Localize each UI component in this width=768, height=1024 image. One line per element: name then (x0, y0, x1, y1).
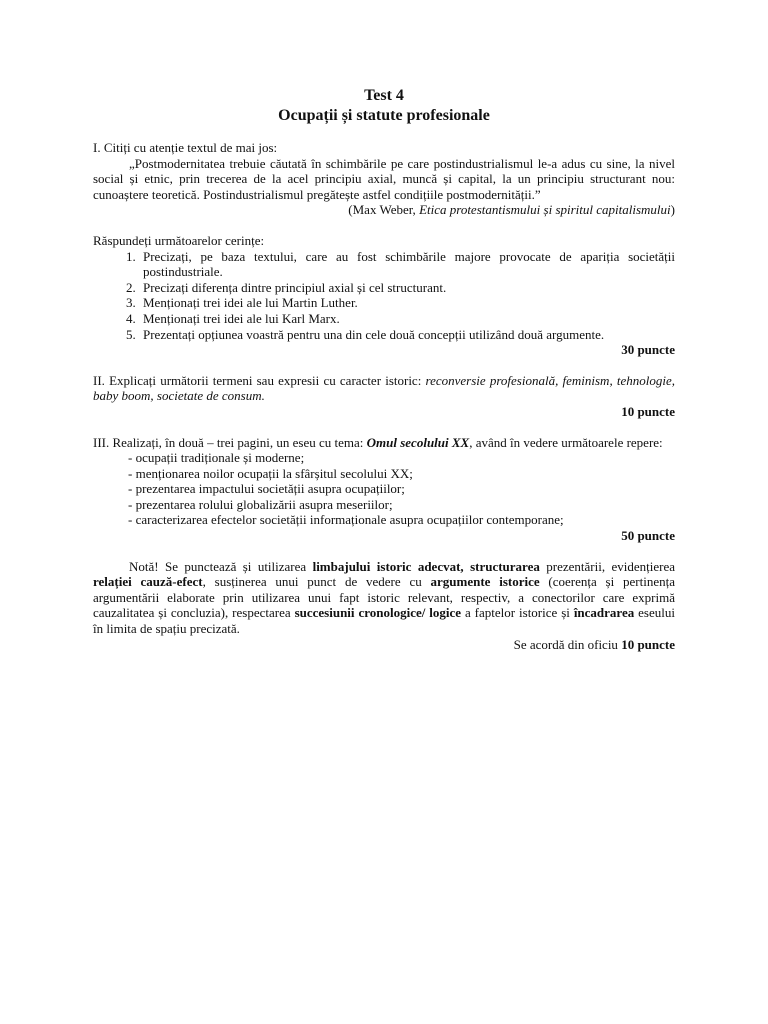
document-title: Test 4 (364, 87, 404, 104)
quote-source-prefix: (Max Weber, (348, 202, 420, 218)
note-emphasis: succesiunii cronologice/ logice (294, 605, 462, 621)
criteria-item: - prezentarea impactului societății asupra ocupațiilor; (128, 481, 675, 497)
essay-theme: Omul secolului XX (366, 434, 470, 450)
section-2-points: 10 puncte (621, 403, 675, 419)
note-text: a faptelor istorice și (461, 605, 574, 621)
section-2-terms: reconversie profesională, feminism, tehnologie, baby boom, societate de consum. (93, 372, 675, 404)
section-1-heading: I. Citiți cu atenție textul de mai jos: (93, 140, 278, 155)
criteria-item: - prezentarea rolului globalizării asupra meseriilor; (128, 497, 675, 513)
note-text: , susținerea unui punct de vedere cu (202, 574, 431, 590)
requirement-item: 4. Menționați trei idei ale lui Karl Marx. (139, 311, 675, 327)
office-points (93, 637, 675, 653)
requirements-list (93, 249, 675, 343)
requirements-heading: Răspundeți următoarelor cerințe: (93, 232, 265, 248)
requirement-item: 2. Precizați diferența dintre principiul axial și cel structurant. (139, 280, 675, 296)
section-3-instruction: III. Realizați, în două – trei pagini, un eseu cu tema: (93, 434, 367, 450)
note-text: Notă! Se punctează și utilizarea (129, 558, 313, 574)
section-1-points: 30 puncte (621, 342, 675, 358)
grading-note (93, 559, 675, 637)
criteria-item: - ocupații tradiționale și moderne; (128, 450, 675, 466)
note-emphasis: argumente istorice (430, 574, 540, 590)
section-2-instruction: II. Explicați următorii termeni sau expresii cu caracter istoric: (93, 372, 426, 388)
requirement-item: 1. Precizați, pe baza textului, care au fost schimbările majore provocate de apariția societății postindustriale. (139, 249, 675, 280)
requirement-item: 3. Menționați trei idei ale lui Martin Luther. (139, 295, 675, 311)
note-text: eseului în limita de spațiu precizată. (93, 605, 675, 637)
quote-text: „Postmodernitatea trebuie căutată în schimbările pe care postindustrialismul le-a adus cu sine, la nivel social și etnic, prin trecerea de la acel principiu axial, muncă și capital, la un principiu structurant nou: cunoaștere teoretică. Postindustrialismul pregătește astfel condițiile postmodernității.” (93, 155, 675, 202)
note-text: (coerența și pertinența argumentării elaborate prin utilizarea unui fapt istoric relevant, respectiv, a conectorilor care exprimă cauzalitatea și concluzia), respectarea (93, 574, 675, 621)
quote-source-suffix: ) (670, 202, 675, 218)
quote-source-title: Etica protestantismului și spiritul capitalismului (419, 202, 671, 218)
note-emphasis: încadrarea (573, 605, 635, 621)
quote-source (93, 202, 675, 218)
requirement-item: 5. Prezentați opțiunea voastră pentru una din cele două concepții utilizând două argumente. (139, 327, 675, 343)
office-points-text: Se acordă din oficiu (513, 636, 622, 652)
office-points-value: 10 puncte (621, 636, 675, 652)
section-3-text (93, 435, 675, 451)
document-body (93, 86, 675, 652)
section-2-text (93, 373, 675, 404)
note-emphasis: limbajului istoric adecvat, structurarea (312, 558, 540, 574)
note-emphasis: relației cauză-efect (93, 574, 203, 590)
criteria-item: - menționarea noilor ocupații la sfârșitul secolului XX; (128, 466, 675, 482)
document-subtitle: Ocupații și statute profesionale (278, 107, 490, 124)
section-3-points: 50 puncte (621, 528, 675, 544)
criteria-item: - caracterizarea efectelor societății informaționale asupra ocupațiilor contemporane; (128, 512, 675, 528)
essay-criteria-list (93, 450, 675, 528)
note-text: prezentării, evidențierea (539, 558, 675, 574)
section-3-instruction-end: , având în vedere următoarele repere: (469, 434, 663, 450)
